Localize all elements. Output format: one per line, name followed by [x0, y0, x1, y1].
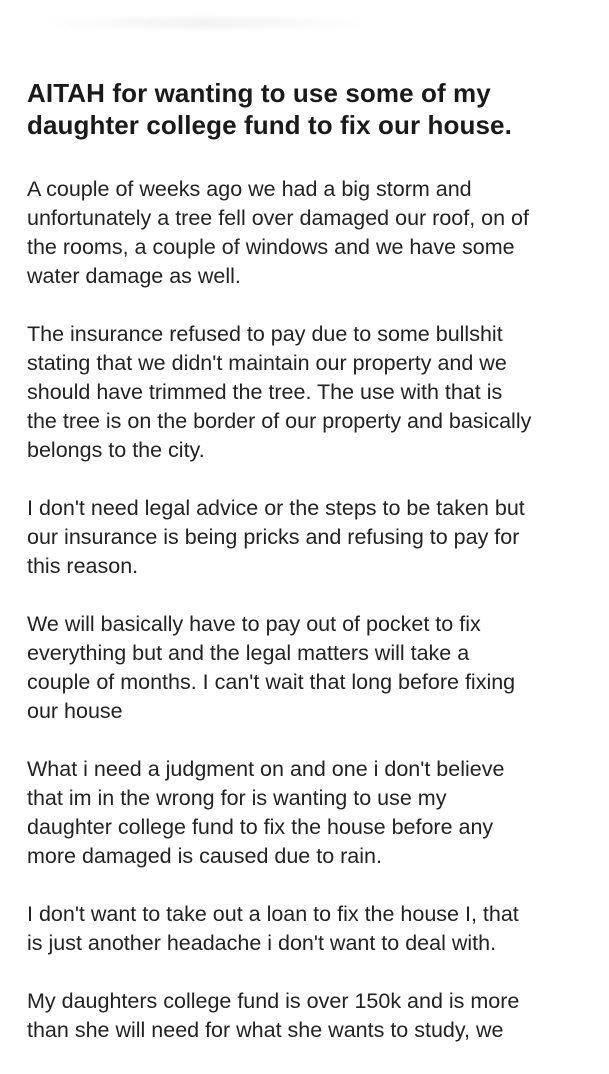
post-paragraph: We will basically have to pay out of pocket to fix everything but and the legal matters will take a couple of months. I can't wait that long before fixing our house	[27, 612, 516, 723]
post-paragraph: What i need a judgment on and one i don't believe that im in the wrong for is wanting to use my daughter college fund to fix the house before any more damaged is caused due to rain.	[27, 757, 505, 868]
post-title: AITAH for wanting to use some of my daughter college fund to fix our house.	[27, 78, 512, 140]
post-paragraph: My daughters college fund is over 150k and is more than she will need for what she wants to study, we	[27, 989, 520, 1042]
post-paragraph: A couple of weeks ago we had a big storm and unfortunately a tree fell over damaged our roof, on of the rooms, a couple of windows and we have some water damage as well.	[27, 177, 529, 288]
post-paragraph: I don't want to take out a loan to fix the house I, that is just another headache i don't want to deal with.	[27, 902, 519, 955]
post-paragraph: I don't need legal advice or the steps to be taken but our insurance is being pricks and refusing to pay for this reason.	[27, 496, 525, 578]
post	[27, 77, 592, 1074]
faded-header-text	[40, 18, 370, 28]
top-bar	[0, 0, 609, 40]
post-body	[27, 175, 592, 1045]
post-paragraph: The insurance refused to pay due to some bullshit stating that we didn't maintain our property and we should have trimmed the tree. The use with that is the tree is on the border of our property and basically belongs to the city.	[27, 322, 532, 462]
